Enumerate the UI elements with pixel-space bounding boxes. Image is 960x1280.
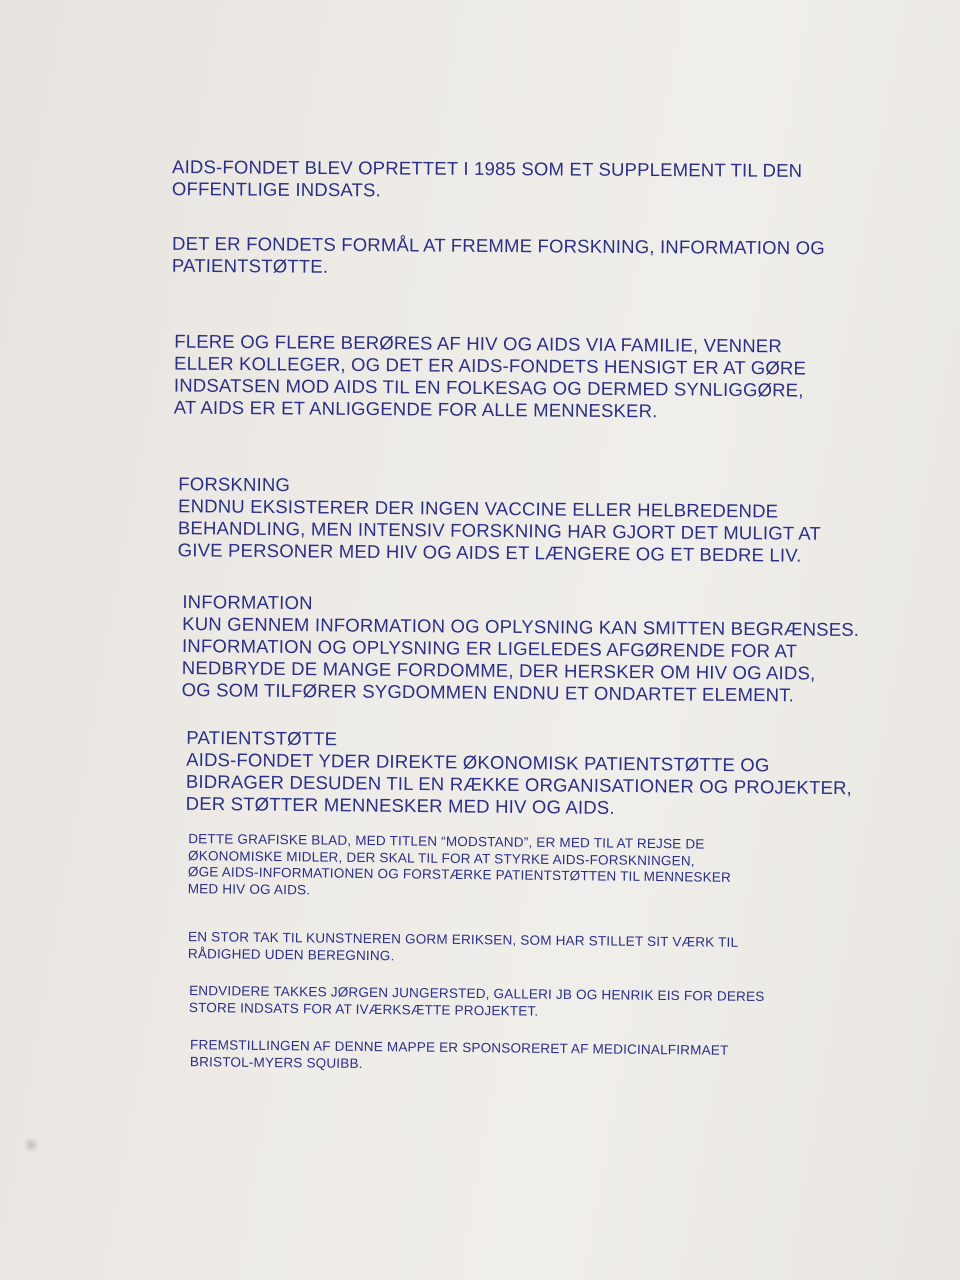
research-section <box>178 473 822 567</box>
text-line: BIDRAGER DESUDEN TIL EN RÆKKE ORGANISATIONER OG PROJEKTER, <box>185 770 853 799</box>
text-line: STORE INDSATS FOR AT IVÆRKSÆTTE PROJEKTET. <box>188 999 539 1019</box>
information-section <box>182 591 860 707</box>
text-line: ØKONOMISKE MIDLER, DER SKAL TIL FOR AT STYRKE AIDS-FORSKNINGEN, <box>188 847 695 868</box>
patient-support-section <box>186 727 853 821</box>
text-line: MED HIV OG AIDS. <box>187 880 311 897</box>
text-line: ENDVIDERE TAKKES JØRGEN JUNGERSTED, GALLERI JB OG HENRIK EIS FOR DERES <box>189 982 765 1005</box>
patient-support-heading: PATIENTSTØTTE <box>186 726 338 750</box>
text-line: AIDS-FONDET YDER DIREKTE ØKONOMISK PATIENTSTØTTE OG <box>186 748 770 776</box>
sponsor-note <box>190 1037 729 1076</box>
text-line: AIDS-FONDET BLEV OPRETTET I 1985 SOM ET SUPPLEMENT TIL DEN <box>172 156 803 181</box>
text-line: RÅDIGHED UDEN BEREGNING. <box>187 945 395 963</box>
text-line: DER STØTTER MENNESKER MED HIV OG AIDS. <box>185 792 615 818</box>
affected-paragraph <box>174 331 807 424</box>
intro-paragraph <box>172 156 802 204</box>
further-thanks-note <box>189 983 765 1022</box>
text-line: BEHANDLING, MEN INTENSIV FORSKNING HAR GJORT DET MULIGT AT <box>177 517 822 544</box>
text-line: KUN GENNEM INFORMATION OG OPLYSNING KAN SMITTEN BEGRÆNSES. <box>182 613 860 640</box>
text-line: NEDBRYDE DE MANGE FORDOMME, DER HERSKER OM HIV OG AIDS, <box>181 657 816 684</box>
text-line: OFFENTLIGE INDSATS. <box>171 178 382 201</box>
text-line: ELLER KOLLEGER, OG DET ER AIDS-FONDETS HENSIGT ER AT GØRE <box>174 352 807 379</box>
text-line: PATIENTSTØTTE. <box>171 254 329 277</box>
purpose-paragraph <box>172 233 825 282</box>
text-line: ØGE AIDS-INFORMATIONEN OG FORSTÆRKE PATIENTSTØTTEN TIL MENNESKER <box>187 864 732 885</box>
text-line: DET ER FONDETS FORMÅL AT FREMME FORSKNING, INFORMATION OG <box>172 232 825 259</box>
text-line: AT AIDS ER ET ANLIGGENDE FOR ALLE MENNESKER. <box>173 396 658 422</box>
text-line: FREMSTILLINGEN AF DENNE MAPPE ER SPONSORERET AF MEDICINALFIRMAET <box>190 1037 729 1058</box>
graphic-sheet-note <box>188 831 732 903</box>
information-heading: INFORMATION <box>182 591 313 614</box>
artist-thanks-note <box>188 929 738 968</box>
text-line: OG SOM TILFØRER SYGDOMMEN ENDNU ET ONDARTET ELEMENT. <box>181 679 795 706</box>
text-line: INFORMATION OG OPLYSNING ER LIGELEDES AFGØRENDE FOR AT <box>181 635 798 662</box>
text-line: ENDNU EKSISTERER DER INGEN VACCINE ELLER HELBREDENDE <box>178 495 779 522</box>
paper-blemish <box>22 1138 40 1152</box>
text-line: FLERE OG FLERE BERØRES AF HIV OG AIDS VIA FAMILIE, VENNER <box>174 330 783 357</box>
text-line: INDSATSEN MOD AIDS TIL EN FOLKESAG OG DERMED SYNLIGGØRE, <box>173 374 804 401</box>
text-line: DETTE GRAFISKE BLAD, MED TITLEN “MODSTAND”, ER MED TIL AT REJSE DE <box>188 831 705 852</box>
research-heading: FORSKNING <box>178 473 291 496</box>
text-line: GIVE PERSONER MED HIV OG AIDS ET LÆNGERE OG ET BEDRE LIV. <box>177 539 802 566</box>
text-line: BRISTOL-MYERS SQUIBB. <box>189 1053 363 1071</box>
text-line: EN STOR TAK TIL KUNSTNEREN GORM ERIKSEN, SOM HAR STILLET SIT VÆRK TIL <box>188 929 739 950</box>
